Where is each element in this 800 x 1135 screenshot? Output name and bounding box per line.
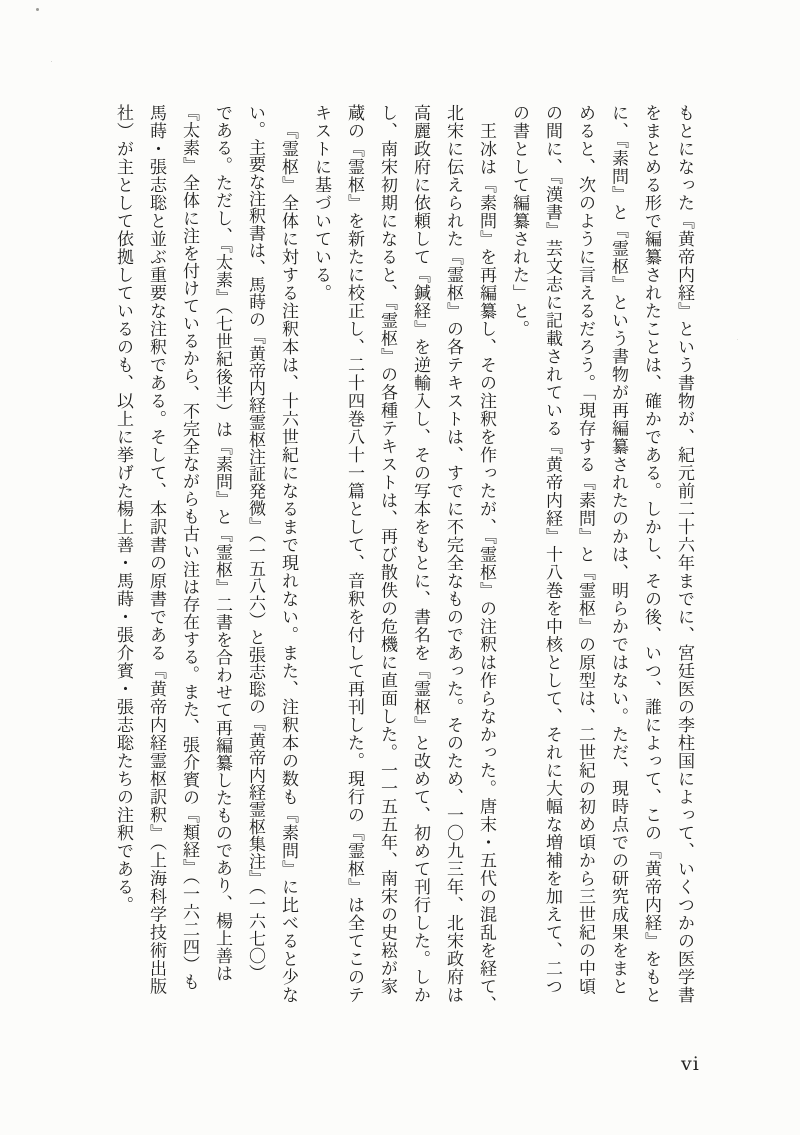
- text-column: 高麗政府に依頼して『鍼経』を逆輸入し、その写本をもとに、書名を『霊枢』と改めて、初めて刊行した。しか: [410, 104, 430, 1004]
- text-column: し、南宋初期になると、『霊枢』の各種テキストは、再び散佚の危機に直面した。一一五五年、南宋の史崧が家: [377, 104, 397, 996]
- text-column: に、『素問』と『霊枢』という書物が再編纂されたのかは、明らかではない。ただ、現時点での研究成果をまと: [608, 104, 628, 996]
- text-column: 『太素』全体に注を付けているから、不完全ながらも古い注は存在する。また、張介賓の『類経』（一六二四）も: [179, 104, 199, 991]
- text-column: である。ただし、『太素』（七世紀後半）は『素問』と『霊枢』二書を合わせて再編纂したものであり、楊上善は: [212, 104, 232, 983]
- text-column: 北宋に伝えられた『霊枢』の各テキストは、すでに不完全なものであった。そのため、一〇九三年、北宋政府は: [443, 104, 463, 1004]
- text-column: をまとめる形で編纂されたことは、確かである。しかし、その後、いつ、誰によって、この『黄帝内経』をもと: [641, 104, 661, 1004]
- text-column: もとになった『黄帝内経』という書物が、紀元前二十六年までに、宮廷医の李柱国によって、いくつかの医学書: [674, 104, 694, 1004]
- text-column-paragraph-start: 王冰は『素問』を再編纂し、その注釈を作ったが、『霊枢』の注釈は作らなかった。唐末・五代の混乱を経て、: [476, 122, 496, 1014]
- page-number: vi: [681, 1053, 700, 1075]
- text-column: い。主要な注釈書は、馬蒔の『黄帝内経霊枢注証発微』（一五八六）と張志聡の『黄帝内経霊枢集注』（一六七〇）: [245, 104, 265, 982]
- text-column: 蔵の『霊枢』を新たに校正し、二十四巻八十一篇として、音釈を付して再刊した。現行の『霊枢』は全てこのテ: [344, 104, 364, 1004]
- text-column: の書として編纂された」と。: [509, 104, 529, 338]
- text-column: キストに基づいている。: [311, 104, 331, 302]
- text-column: の間に、『漢書』芸文志に記載されている『黄帝内経』十八巻を中核として、それに大幅な増補を加えて、二つ: [542, 104, 562, 996]
- text-column: めると、次のように言えるだろう。「現存する『素問』と『霊枢』の原型は、二世紀の初め頃から三世紀の中頃: [575, 104, 595, 996]
- text-column: 馬蒔・張志聡と並ぶ重要な注釈である。そして、本訳書の原書である『黄帝内経霊枢訳釈』（上海科学技術出版: [146, 104, 166, 996]
- text-column: 社）が主として依拠しているのも、以上に挙げた楊上善・馬蒔・張介賓・張志聡たちの注釈である。: [113, 104, 133, 914]
- text-column-paragraph-start: 『霊枢』全体に対する注釈本は、十六世紀になるまで現れない。また、注釈本の数も『素問』に比べると少な: [278, 122, 298, 1004]
- body-text: [106, 104, 700, 1014]
